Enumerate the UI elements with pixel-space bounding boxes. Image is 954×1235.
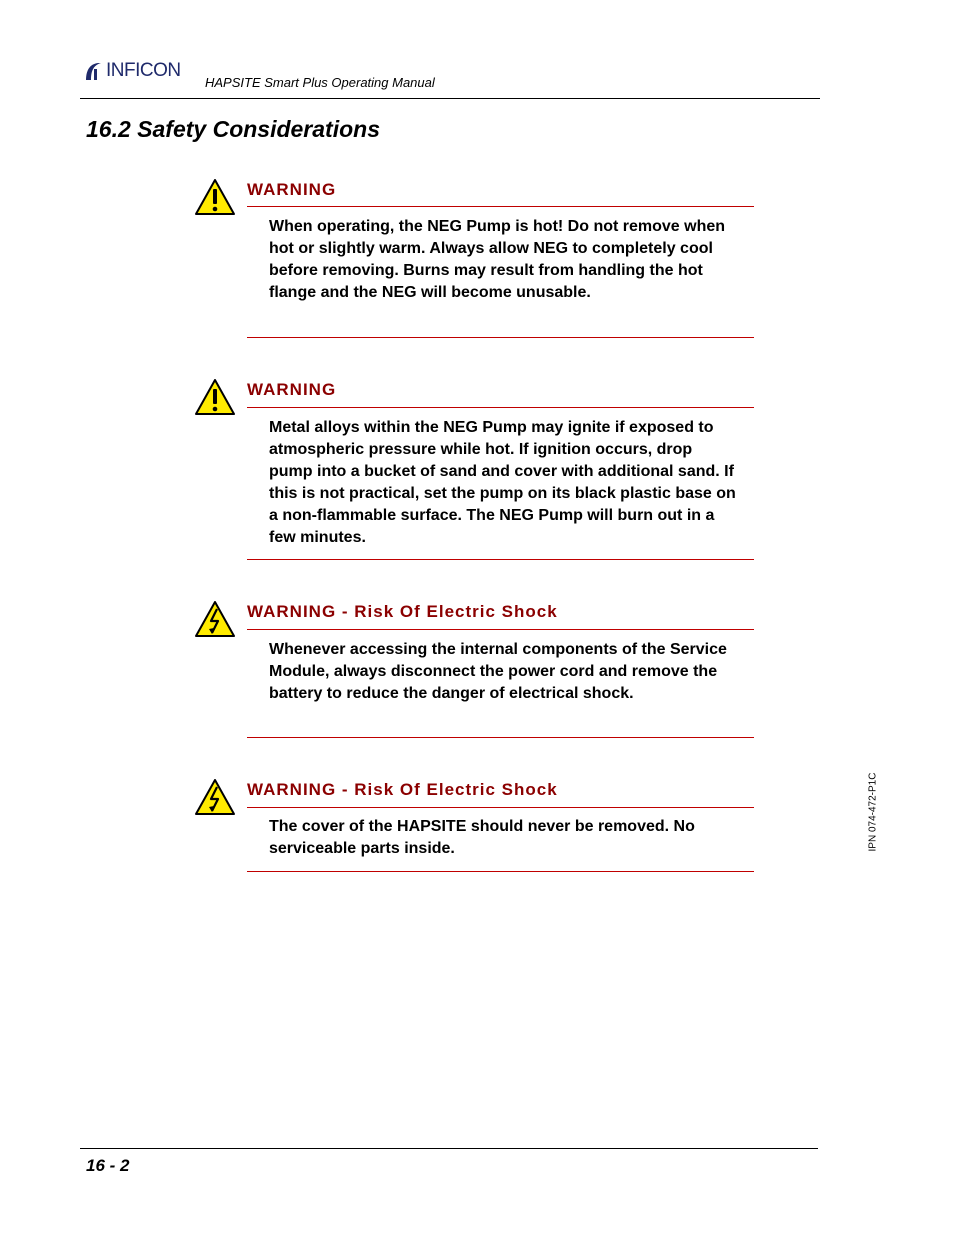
exclamation-triangle-icon	[194, 378, 236, 416]
warning-top-rule	[247, 206, 754, 207]
warning-heading: WARNING - Risk Of Electric Shock	[247, 602, 558, 621]
warning-heading: WARNING	[247, 380, 337, 399]
exclamation-triangle-icon	[194, 178, 236, 216]
warning-heading: WARNING	[247, 180, 337, 199]
warning-top-rule	[247, 407, 754, 408]
warning-bottom-rule	[247, 737, 754, 738]
warning-text: When operating, the NEG Pump is hot! Do not remove when hot or slightly warm. Always allow NEG to completely cool before removing. Burns may result from handling the hot flange and the NEG will become unusable.	[269, 218, 726, 301]
page-number: 16 - 2	[86, 1156, 130, 1175]
section-title: 16.2 Safety Considerations	[86, 116, 380, 142]
logo-text: INFICON	[106, 60, 181, 81]
warning-top-rule	[247, 807, 754, 808]
electric-shock-triangle-icon	[194, 778, 236, 816]
warning-text: Whenever accessing the internal components of the Service Module, always disconnect the power cord and remove the battery to reduce the danger of electrical shock.	[269, 641, 727, 702]
warning-bottom-rule	[247, 559, 754, 560]
header-divider	[80, 98, 820, 99]
warning-text: Metal alloys within the NEG Pump may ignite if exposed to atmospheric pressure while hot. If ignition occurs, drop pump into a bucket of sand and cover with additional sand. If this is not practical, set the pump on its black plastic base on a non-flammable surface. The NEG Pump will burn out in a few minutes.	[269, 419, 736, 546]
warning-top-rule	[247, 629, 754, 630]
warning-text: The cover of the HAPSITE should never be removed. No serviceable parts inside.	[269, 818, 695, 857]
inficon-logo	[82, 60, 181, 82]
ipn-label: IPN 074-472-P1C	[867, 772, 879, 852]
warning-bottom-rule	[247, 337, 754, 338]
warning-bottom-rule	[247, 871, 754, 872]
inficon-logo-mark-icon	[82, 60, 104, 82]
manual-title: HAPSITE Smart Plus Operating Manual	[205, 75, 435, 90]
electric-shock-triangle-icon	[194, 600, 236, 638]
warning-heading: WARNING - Risk Of Electric Shock	[247, 780, 558, 799]
footer-divider	[80, 1148, 818, 1149]
